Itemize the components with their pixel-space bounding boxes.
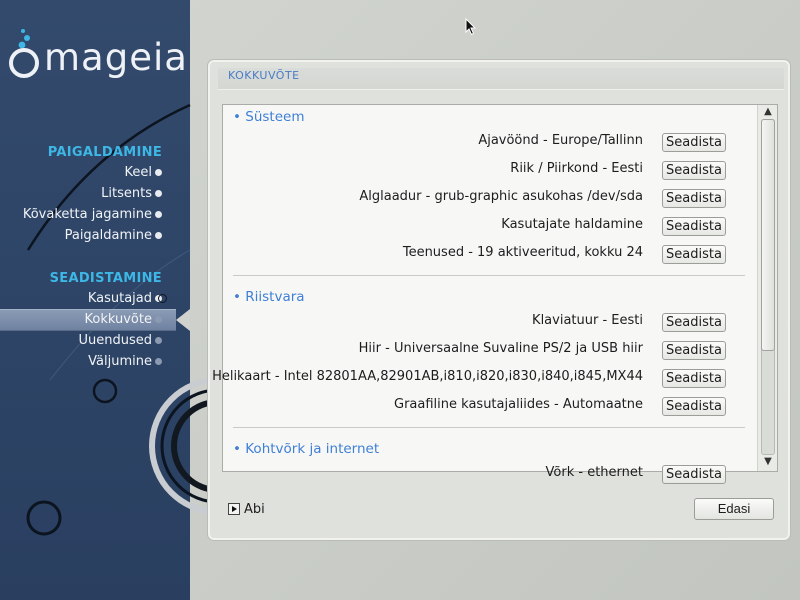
sidebar-item-label: Kokkuvõte — [84, 312, 152, 327]
step-pending-dot-icon — [155, 358, 162, 365]
configure-country-button[interactable]: Seadista — [662, 161, 726, 180]
section-title-seadistamine: SEADISTAMINE — [49, 271, 162, 286]
sidebar-item-valjumine — [0, 351, 190, 372]
chevron-up-icon[interactable]: ▲ — [764, 106, 772, 117]
help-label: Abi — [244, 502, 265, 517]
configure-bootloader-button[interactable]: Seadista — [662, 189, 726, 208]
configure-users-button[interactable]: Seadista — [662, 217, 726, 236]
summary-row-label: Ajavöönd - Europe/Tallinn — [478, 133, 643, 148]
summary-row-label: Graafiline kasutajaliides - Automaatne — [394, 397, 643, 412]
sidebar-item-paigaldamine — [0, 225, 190, 246]
sidebar-item-kovaketta-jagamine — [0, 204, 190, 225]
summary-list[interactable] — [212, 104, 778, 482]
group-divider — [233, 427, 745, 428]
page-title: KOKKUVÕTE — [218, 68, 784, 90]
step-current-dot-icon — [155, 316, 162, 323]
summary-row-label: Klaviatuur - Eesti — [532, 313, 643, 328]
step-done-dot-icon — [155, 211, 162, 218]
group-divider — [233, 275, 745, 276]
configure-timezone-button[interactable]: Seadista — [662, 133, 726, 152]
next-button[interactable]: Edasi — [694, 498, 774, 520]
group-title-riistvara: • Riistvara — [233, 289, 305, 305]
sidebar-item-label: Kasutajad — [87, 291, 152, 306]
configure-services-button[interactable]: Seadista — [662, 245, 726, 264]
triangle-right-icon — [228, 503, 240, 515]
sidebar-item-litsents — [0, 183, 190, 204]
summary-row-label: Helikaart - Intel 82801AA,82901AB,i810,i820,i830,i840,i845,MX44 — [212, 369, 643, 384]
logo-wordmark: mageia — [44, 36, 188, 79]
sidebar-item-uuendused — [0, 330, 190, 351]
configure-soundcard-button[interactable]: Seadista — [662, 369, 726, 388]
configure-keyboard-button[interactable]: Seadista — [662, 313, 726, 332]
sidebar-item-label: Kõvaketta jagamine — [22, 207, 152, 222]
step-done-dot-icon — [155, 169, 162, 176]
configure-graphics-button[interactable]: Seadista — [662, 397, 726, 416]
scroll-thumb[interactable] — [761, 119, 775, 351]
sidebar-item-keel — [0, 162, 190, 183]
step-done-dot-icon — [155, 190, 162, 197]
summary-row-label: Teenused - 19 aktiveeritud, kokku 24 — [402, 245, 643, 260]
help-toggle[interactable] — [228, 502, 265, 518]
summary-row-label: Kasutajate haldamine — [501, 217, 643, 232]
step-ring-icon — [158, 294, 167, 303]
mouse-pointer-icon — [465, 18, 477, 36]
summary-row-label: Hiir - Universaalne Suvaline PS/2 ja USB hiir — [358, 341, 643, 356]
sidebar-item-label: Paigaldamine — [64, 228, 152, 243]
sidebar-item-kasutajad — [0, 288, 190, 309]
sidebar-item-label: Keel — [124, 165, 152, 180]
summary-row-label: Riik / Piirkond - Eesti — [510, 161, 643, 176]
summary-row-label: Võrk - ethernet — [545, 465, 643, 480]
sidebar-item-label: Uuendused — [78, 333, 152, 348]
sidebar — [0, 0, 190, 600]
configure-mouse-button[interactable]: Seadista — [662, 341, 726, 360]
summary-panel — [208, 60, 790, 540]
group-title-susteem: • Süsteem — [233, 109, 305, 125]
section-title-paigaldamine: PAIGALDAMINE — [47, 145, 162, 160]
summary-row-label: Alglaadur - grub-graphic asukohas /dev/sda — [359, 189, 643, 204]
group-title-network: • Kohtvõrk ja internet — [233, 441, 380, 457]
step-pending-dot-icon — [155, 337, 162, 344]
chevron-down-icon[interactable]: ▼ — [764, 456, 772, 467]
sidebar-item-kokkuvote — [0, 309, 190, 330]
configure-network-button[interactable]: Seadista — [662, 465, 726, 484]
sidebar-item-label: Litsents — [101, 186, 152, 201]
sidebar-item-label: Väljumine — [88, 354, 152, 369]
scrollbar[interactable] — [757, 105, 777, 471]
step-done-dot-icon — [155, 232, 162, 239]
